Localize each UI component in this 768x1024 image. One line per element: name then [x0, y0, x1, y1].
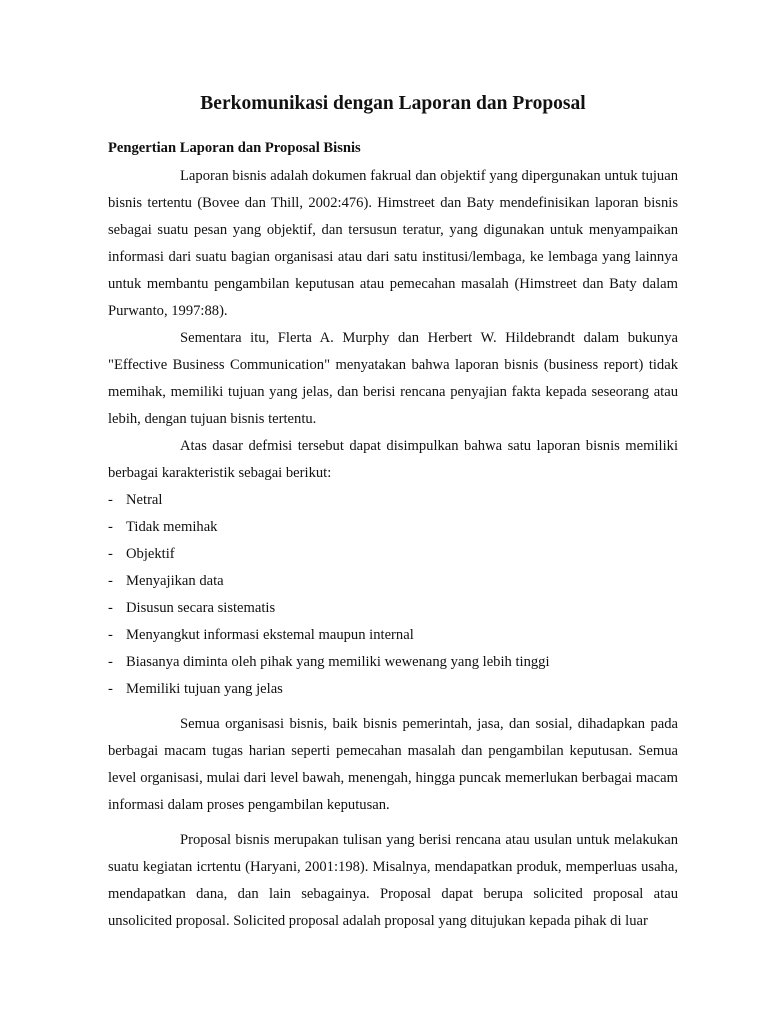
- bullet-marker: -: [108, 546, 113, 562]
- list-item: [108, 568, 678, 595]
- section-heading: Pengertian Laporan dan Proposal Bisnis: [108, 140, 361, 156]
- list-item-text: Netral: [126, 492, 163, 508]
- bullet-marker: -: [108, 492, 113, 508]
- list-item: [108, 622, 678, 649]
- list-item: [108, 514, 678, 541]
- list-item: [108, 676, 678, 703]
- list-item-text: Menyajikan data: [126, 573, 224, 589]
- list-item-text: Memiliki tujuan yang jelas: [126, 681, 283, 697]
- paragraph-definition: Laporan bisnis adalah dokumen fakrual dan objektif yang dipergunakan untuk tujuan bisnis tertentu (Bovee dan Thill, 2002:476). Himstreet dan Baty mendefinisikan laporan bisnis sebagai suatu pesan yang objektif, dan tersusun teratur, yang digunakan untuk menyampaikan informasi dari suatu bagian organisasi atau dari satu institusi/lembaga, ke lembaga yang lainnya untuk membantu pengambilan keputusan atau pemecahan masalah (Himstreet dan Baty dalam Purwanto, 1997:88).: [108, 168, 678, 319]
- bullet-marker: -: [108, 654, 113, 670]
- bullet-marker: -: [108, 627, 113, 643]
- bullet-marker: -: [108, 573, 113, 589]
- list-item-text: Objektif: [126, 546, 175, 562]
- paragraph-characteristics-intro: Atas dasar defmisi tersebut dapat disimpulkan bahwa satu laporan bisnis memiliki berbagai karakteristik sebagai berikut:: [108, 438, 678, 481]
- paragraph-proposal: Proposal bisnis merupakan tulisan yang berisi rencana atau usulan untuk melakukan suatu kegiatan icrtentu (Haryani, 2001:198). Misalnya, mendapatkan produk, memperluas usaha, mendapatkan dana, dan lain sebagainya. Proposal dapat berupa solicited proposal atau unsolicited proposal. Solicited proposal adalah proposal yang ditujukan kepada pihak di luar: [108, 832, 678, 929]
- list-item-text: Tidak memihak: [126, 519, 218, 535]
- document-title: Berkomunikasi dengan Laporan dan Proposal: [200, 93, 586, 114]
- list-item: [108, 649, 678, 676]
- list-item: [108, 541, 678, 568]
- paragraph-spacer: [108, 703, 678, 711]
- list-item-text: Disusun secara sistematis: [126, 600, 276, 616]
- document-body: [108, 163, 678, 935]
- paragraph-spacer: [108, 819, 678, 827]
- list-item-text: Menyangkut informasi ekstemal maupun internal: [126, 627, 414, 643]
- list-item: [108, 487, 678, 514]
- paragraph-murphy-hildebrandt: Sementara itu, Flerta A. Murphy dan Herbert W. Hildebrandt dalam bukunya "Effective Business Communication" menyatakan bahwa laporan bisnis (business report) tidak memihak, memiliki tujuan yang jelas, dan berisi rencana penyajian fakta kepada seseorang atau lebih, dengan tujuan bisnis tertentu.: [108, 330, 678, 427]
- list-item: [108, 595, 678, 622]
- bullet-marker: -: [108, 600, 113, 616]
- paragraph-organizations: Semua organisasi bisnis, baik bisnis pemerintah, jasa, dan sosial, dihadapkan pada berbagai macam tugas harian seperti pemecahan masalah dan pengambilan keputusan. Semua level organisasi, mulai dari level bawah, menengah, hingga puncak memerlukan berbagai macam informasi dalam proses pengambilan keputusan.: [108, 716, 678, 813]
- list-item-text: Biasanya diminta oleh pihak yang memiliki wewenang yang lebih tinggi: [126, 654, 550, 670]
- characteristics-list: [108, 487, 678, 703]
- bullet-marker: -: [108, 681, 113, 697]
- bullet-marker: -: [108, 519, 113, 535]
